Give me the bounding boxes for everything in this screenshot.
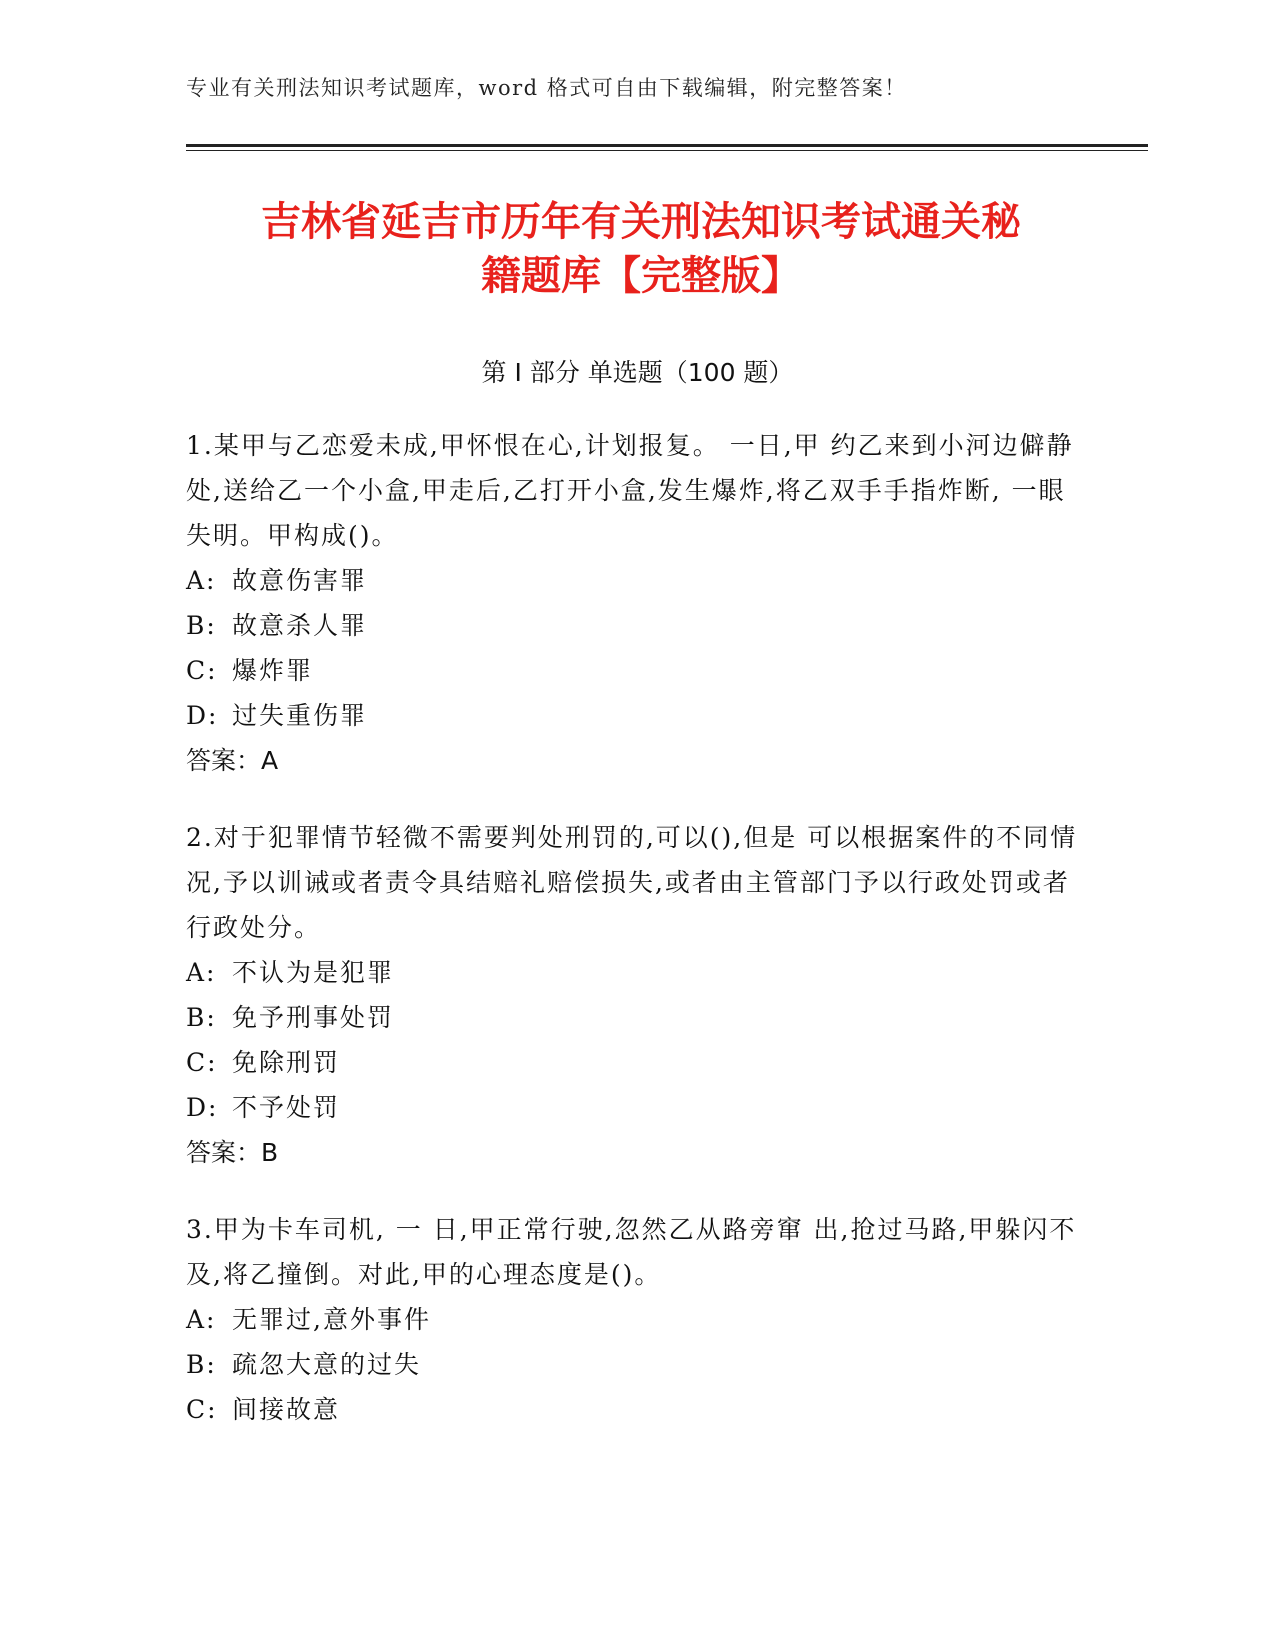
option-text: 故意杀人罪 [232,611,368,640]
option-letter: C: [186,1048,218,1077]
header-rule-thin [186,150,1148,151]
option-text: 爆炸罪 [232,656,314,685]
option-a [186,1297,1086,1342]
header-rule-thick [186,144,1148,147]
option-text: 无罪过,意外事件 [232,1305,431,1334]
question-2 [186,815,1086,1175]
option-letter: A: [186,958,217,987]
page-header-text: 专业有关刑法知识考试题库，word 格式可自由下载编辑，附完整答案！ [186,76,907,100]
option-text: 免除刑罚 [232,1048,341,1077]
answer: 答案：A [186,746,279,775]
option-letter: D: [186,1093,219,1122]
option-a [186,950,1086,995]
document-title-line-1: 吉林省延吉市历年有关刑法知识考试通关秘 [261,199,1021,245]
option-b [186,995,1086,1040]
option-text: 间接故意 [232,1395,341,1424]
option-text: 不予处罚 [232,1093,341,1122]
option-text: 免予刑事处罚 [232,1003,395,1032]
option-text: 过失重伤罪 [232,701,368,730]
option-letter: D: [186,701,219,730]
option-d [186,693,1086,738]
option-text: 疏忽大意的过失 [232,1350,422,1379]
option-letter: B: [186,1003,217,1032]
answer: 答案：B [186,1138,279,1167]
option-b [186,1342,1086,1387]
question-stem: 2.对于犯罪情节轻微不需要判处刑罚的,可以(),但是 可以根据案件的不同情况,予以训诫或者责令具结赔礼赔偿损失,或者由主管部门予以行政处罚或者行政处分。 [186,823,1078,942]
option-letter: A: [186,1305,217,1334]
document-title-line-2: 籍题库【完整版】 [481,253,801,299]
option-b [186,603,1086,648]
question-1 [186,423,1086,783]
question-3 [186,1207,1086,1432]
option-letter: B: [186,611,217,640]
option-c [186,1387,1086,1432]
option-text: 不认为是犯罪 [232,958,395,987]
option-letter: C: [186,656,218,685]
question-stem: 3.甲为卡车司机, 一 日,甲正常行驶,忽然乙从路旁窜 出,抢过马路,甲躲闪不及,将乙撞倒。对此,甲的心理态度是()。 [186,1215,1077,1289]
section-title: 第 I 部分 单选题（100 题） [481,358,794,387]
option-letter: B: [186,1350,217,1379]
option-letter: A: [186,566,217,595]
option-letter: C: [186,1395,218,1424]
option-c [186,648,1086,693]
option-c [186,1040,1086,1085]
option-d [186,1085,1086,1130]
document-title [186,195,1096,303]
option-text: 故意伤害罪 [232,566,368,595]
option-a [186,558,1086,603]
question-stem: 1.某甲与乙恋爱未成,甲怀恨在心,计划报复。 一日,甲 约乙来到小河边僻静处,送给乙一个小盒,甲走后,乙打开小盒,发生爆炸,将乙双手手指炸断, 一眼失明。甲构成()。 [186,431,1074,550]
